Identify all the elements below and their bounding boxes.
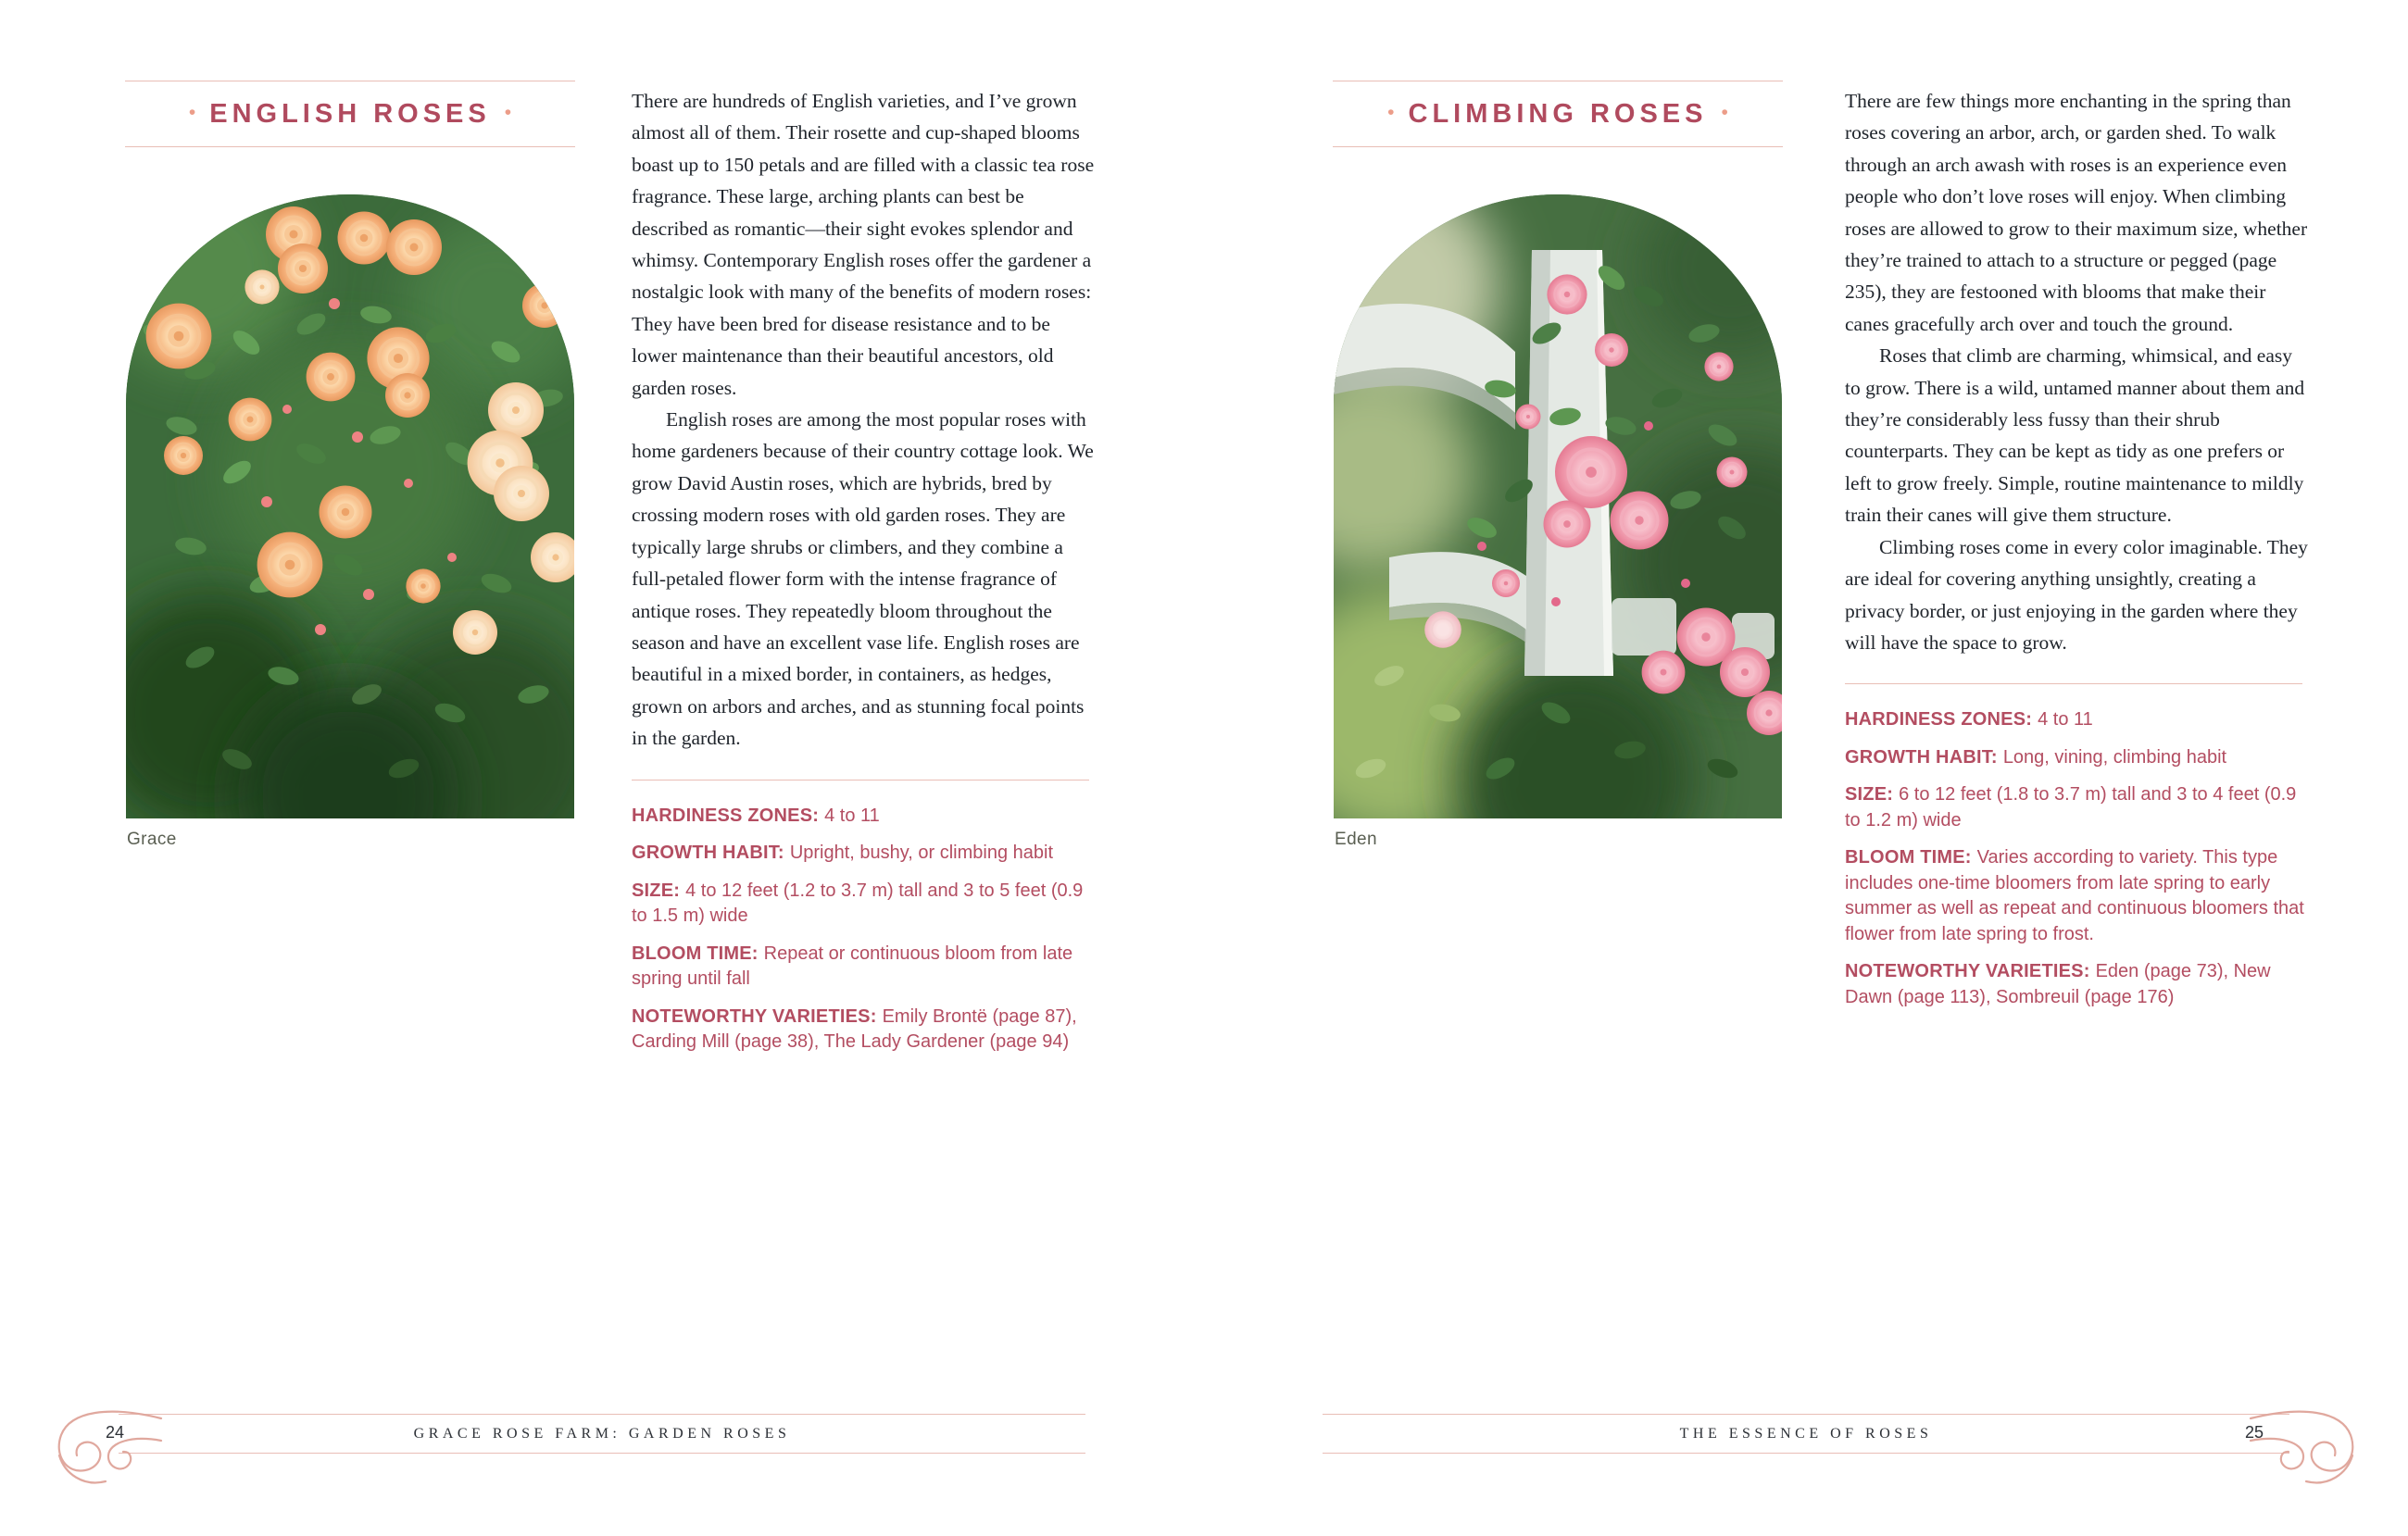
header-dot-icon: • bbox=[504, 102, 512, 123]
right-text-column bbox=[1845, 85, 2308, 1022]
grace-rose-illustration bbox=[126, 194, 574, 818]
info-label: HARDINESS ZONES: bbox=[1845, 709, 2033, 731]
info-entry bbox=[1845, 959, 2308, 1010]
info-entry bbox=[632, 1005, 1095, 1055]
running-title: THE ESSENCE OF ROSES bbox=[1679, 1425, 1933, 1442]
info-value: Long, vining, climbing habit bbox=[2002, 746, 2227, 768]
body-paragraph: There are few things more enchanting in the spring than roses covering an arbor, arch, or garden shed. To walk through an arch awash with roses is an experience even people who don’t love roses will enjoy. When climbing roses are allowed to grow to their maximum size, whether they’re trained to attach to a structure or pegged (page 235), they are festooned with blooms that make their canes gracefully arch over and touch the ground. bbox=[1845, 90, 2308, 335]
section-title: ENGLISH ROSES bbox=[209, 98, 491, 129]
header-dot-icon: • bbox=[1721, 102, 1728, 123]
page-number: 25 bbox=[2245, 1423, 2264, 1442]
info-value: Emily Brontë (page 87), Carding Mill (page 38), The Lady Gardener (page 94) bbox=[632, 1005, 1077, 1053]
info-label: BLOOM TIME: bbox=[1845, 847, 1972, 868]
info-label: SIZE: bbox=[1845, 784, 1894, 805]
info-label: GROWTH HABIT: bbox=[632, 843, 784, 864]
info-label: SIZE: bbox=[632, 880, 681, 901]
info-value: Eden (page 73), New Dawn (page 113), Sombreuil (page 176) bbox=[1845, 961, 2271, 1007]
info-label: GROWTH HABIT: bbox=[1845, 746, 1998, 768]
left-footer bbox=[119, 1414, 1085, 1454]
info-entry bbox=[632, 942, 1095, 993]
info-block bbox=[632, 804, 1095, 1055]
info-divider bbox=[1845, 683, 2302, 684]
photo-caption: Grace bbox=[127, 830, 177, 849]
running-title: GRACE ROSE FARM: GARDEN ROSES bbox=[413, 1425, 791, 1442]
info-value: 4 to 11 bbox=[824, 805, 880, 826]
right-footer bbox=[1323, 1414, 2289, 1454]
info-entry bbox=[632, 841, 1095, 867]
photo-caption: Eden bbox=[1335, 830, 1377, 849]
info-block bbox=[1845, 707, 2308, 1010]
footer-flourish-icon bbox=[2249, 1404, 2360, 1489]
body-paragraph: English roses are among the most popular roses with home gardeners because of their country cottage look. We grow David Austin roses, which are hybrids, bred by crossing modern roses with old garden roses. They are typically large shrubs or climbers, and they combine a full-petaled flower form with the intense fragrance of antique roses. They repeatedly bloom throughout the season and have an excellent vase life. English roses are beautiful in a mixed border, in containers, as hedges, grown on arbors and arches, and as stunning focal points in the garden. bbox=[632, 408, 1094, 750]
footer-flourish-icon bbox=[52, 1404, 163, 1489]
info-label: BLOOM TIME: bbox=[632, 943, 759, 964]
info-label: HARDINESS ZONES: bbox=[632, 805, 820, 826]
page-number: 24 bbox=[106, 1423, 125, 1442]
info-entry bbox=[1845, 782, 2308, 833]
header-dot-icon: • bbox=[188, 102, 196, 123]
info-value: Repeat or continuous bloom from late spring until fall bbox=[632, 943, 1073, 990]
info-entry bbox=[1845, 707, 2308, 733]
section-header-english-roses bbox=[125, 81, 575, 147]
body-paragraph: Climbing roses come in every color imaginable. They are ideal for covering anything unsightly, creating a privacy border, or just enjoying in the garden where they will have the space to grow. bbox=[1845, 535, 2308, 654]
info-entry bbox=[632, 804, 1095, 830]
section-title: CLIMBING ROSES bbox=[1408, 98, 1708, 129]
section-header-climbing-roses bbox=[1333, 81, 1783, 147]
eden-rose-illustration bbox=[1334, 194, 1782, 818]
body-paragraph: Roses that climb are charming, whimsical, and easy to grow. There is a wild, untamed manner about them and they’re considerably less fussy than their shrub counterparts. They can be kept as tidy as one prefers or left to grow freely. Simple, routine maintenance to mildly train their canes will give them structure. bbox=[1845, 344, 2305, 527]
body-paragraph: There are hundreds of English varieties, and I’ve grown almost all of them. Their rosette and cup-shaped blooms boast up to 150 petals and are filled with a classic tea rose fragrance. These large, arching plants can best be described as romantic—their sight evokes splendor and whimsy. Contemporary English roses offer the gardener a nostalgic look with many of the benefits of modern roses: They have been bred for disease resistance and to be lower maintenance than their beautiful ancestors, old garden roses. bbox=[632, 90, 1095, 399]
info-entry bbox=[1845, 745, 2308, 771]
photo-grace-rose-arch bbox=[126, 194, 574, 818]
info-value: 4 to 11 bbox=[2038, 709, 2093, 731]
info-label: NOTEWORTHY VARIETIES: bbox=[1845, 961, 2090, 982]
info-entry bbox=[1845, 845, 2308, 947]
info-value: 6 to 12 feet (1.8 to 3.7 m) tall and 3 to 4 feet (0.9 to 1.2 m) wide bbox=[1845, 784, 2297, 830]
header-dot-icon: • bbox=[1387, 102, 1395, 123]
photo-eden-rose-arch bbox=[1334, 194, 1782, 818]
info-value: Varies according to variety. This type includes one-time bloomers from late spring to early summer as well as repeat and continuous bloomers that flower from late spring to frost. bbox=[1845, 847, 2304, 944]
info-entry bbox=[632, 879, 1095, 930]
left-text-column bbox=[632, 85, 1095, 1068]
info-value: Upright, bushy, or climbing habit bbox=[789, 843, 1054, 864]
info-value: 4 to 12 feet (1.2 to 3.7 m) tall and 3 to 5 feet (0.9 to 1.5 m) wide bbox=[632, 880, 1084, 927]
info-label: NOTEWORTHY VARIETIES: bbox=[632, 1005, 877, 1027]
